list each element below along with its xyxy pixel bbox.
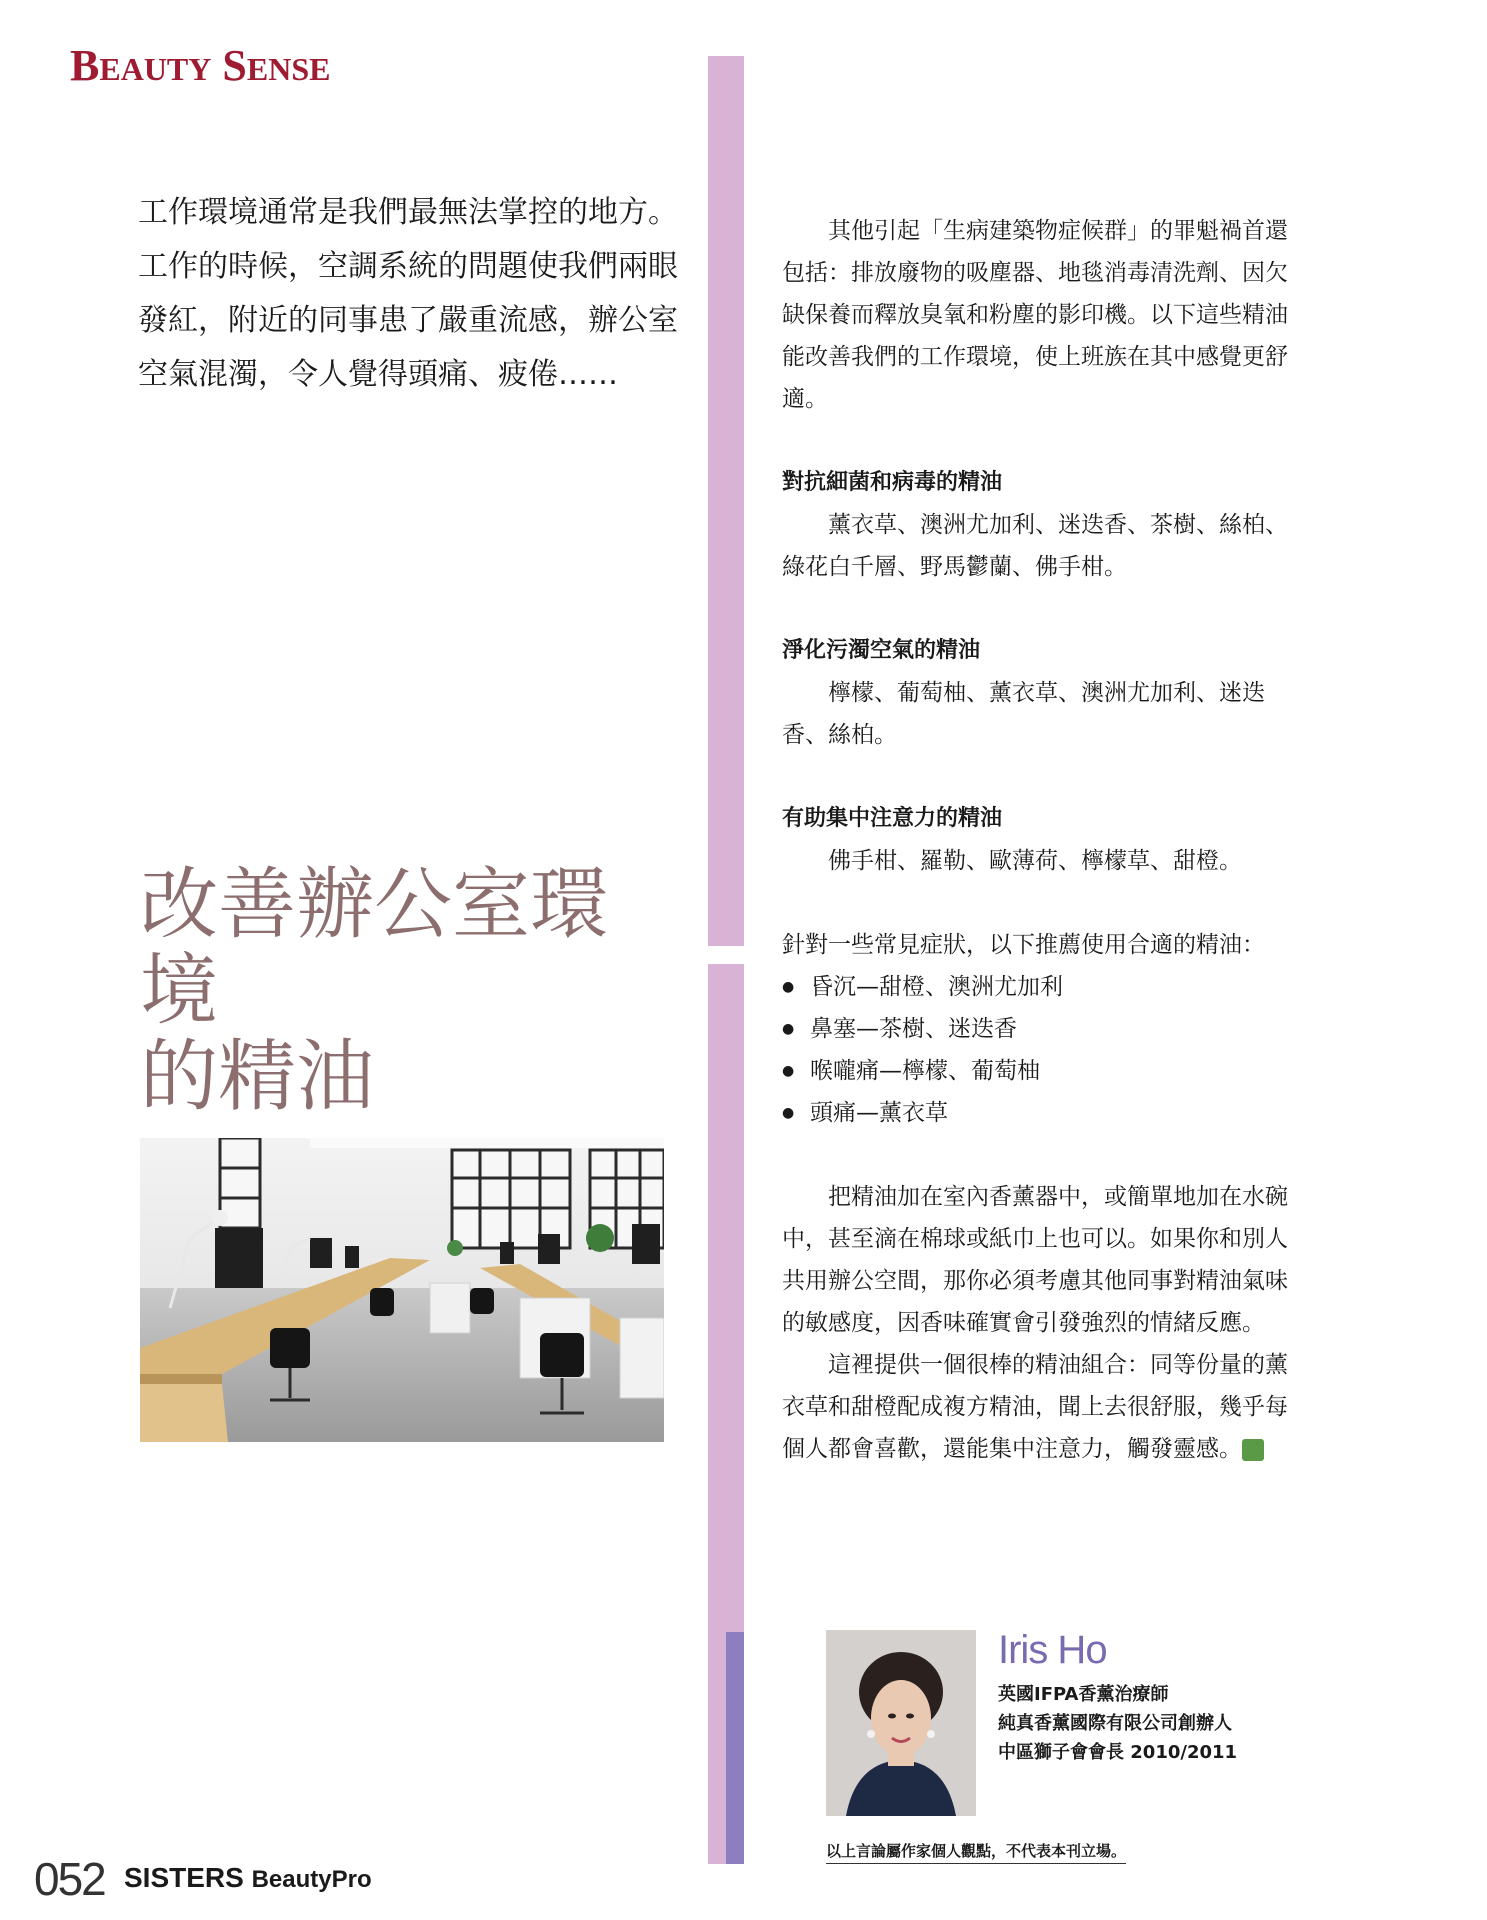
magazine-name-main: SISTERS bbox=[124, 1862, 244, 1893]
section-label bbox=[70, 40, 330, 91]
title-line-2: 的精油 bbox=[140, 1032, 375, 1122]
symptom-list bbox=[782, 966, 1310, 1134]
blend-text: 這裡提供一個很棒的精油組合：同等份量的薰衣草和甜橙配成複方精油，聞上去很舒服，幾乎每個人都會喜歡，還能集中注意力，觸發靈感。 bbox=[782, 1352, 1288, 1462]
magazine-name bbox=[124, 1862, 372, 1894]
section-label-s: S bbox=[222, 41, 247, 90]
symptom-item: ● 昏沉—甜橙、澳洲尤加利 bbox=[782, 966, 1310, 1008]
author-credential-1: 英國IFPA香薰治療師 bbox=[998, 1684, 1169, 1705]
symptom-item: ● 頭痛—薰衣草 bbox=[782, 1092, 1310, 1134]
author-credential-2: 純真香薰國際有限公司創辦人 bbox=[998, 1713, 1232, 1734]
body-paragraph-1: 其他引起「生病建築物症候群」的罪魁禍首還包括：排放廢物的吸塵器、地毯消毒清洗劑、因欠缺保養而釋放臭氧和粉塵的影印機。以下這些精油能改善我們的工作環境，使上班族在其中感覺更舒適。 bbox=[782, 218, 1288, 412]
symptom-item: ● 喉嚨痛—檸檬、葡萄柚 bbox=[782, 1050, 1310, 1092]
end-mark-icon: S bbox=[1242, 1439, 1264, 1461]
intro-paragraph: 工作環境通常是我們最無法掌控的地方。工作的時候，空調系統的問題使我們兩眼發紅，附近的同事患了嚴重流感，辦公室空氣混濁，令人覺得頭痛、疲倦…… bbox=[138, 195, 678, 392]
subhead-air-purify-text: 檸檬、葡萄柚、薰衣草、澳洲尤加利、迷迭香、絲柏。 bbox=[782, 680, 1265, 748]
subhead-concentration: 有助集中注意力的精油 bbox=[782, 806, 1003, 831]
author-photo bbox=[826, 1630, 976, 1816]
article-title bbox=[140, 862, 660, 1120]
body-paragraph-usage: 把精油加在室內香薰器中，或簡單地加在水碗中，甚至滴在棉球或紙巾上也可以。如果你和別人共用辦公空間，那你必須考慮其他同事對精油氣味的敏感度，因香味確實會引發強烈的情緒反應。 bbox=[782, 1184, 1288, 1336]
disclaimer: 以上言論屬作家個人觀點，不代表本刊立場。 bbox=[826, 1840, 1126, 1864]
office-photo bbox=[140, 1138, 664, 1442]
symptoms-intro: 針對一些常見症狀，以下推薦使用合適的精油： bbox=[782, 932, 1265, 958]
author-credential-3: 中區獅子會會長 2010/2011 bbox=[998, 1742, 1238, 1763]
author-name: Iris Ho bbox=[998, 1628, 1107, 1672]
body-paragraph-blend bbox=[782, 1344, 1310, 1470]
article-body bbox=[782, 210, 1310, 1470]
magazine-name-sub: BeautyPro bbox=[251, 1866, 372, 1893]
title-line-1: 改善辦公室環境 bbox=[140, 860, 609, 1036]
section-label-eauty: EAUTY bbox=[99, 51, 212, 87]
page-number: 052 bbox=[34, 1853, 105, 1905]
decorative-bar-accent bbox=[726, 1632, 744, 1864]
decorative-bar-bottom bbox=[708, 964, 744, 1632]
section-label-b: B bbox=[70, 41, 100, 90]
subhead-air-purify: 淨化污濁空氣的精油 bbox=[782, 638, 981, 663]
author-credentials bbox=[998, 1680, 1237, 1767]
section-label-ense: ENSE bbox=[246, 51, 331, 87]
subhead-concentration-text: 佛手柑、羅勒、歐薄荷、檸檬草、甜橙。 bbox=[828, 848, 1242, 874]
subhead-antibacterial: 對抗細菌和病毒的精油 bbox=[782, 470, 1003, 495]
subhead-antibacterial-text: 薰衣草、澳洲尤加利、迷迭香、茶樹、絲柏、綠花白千層、野馬鬱蘭、佛手柑。 bbox=[782, 512, 1288, 580]
decorative-bar-top bbox=[708, 56, 744, 946]
symptom-item: ● 鼻塞—茶樹、迷迭香 bbox=[782, 1008, 1310, 1050]
